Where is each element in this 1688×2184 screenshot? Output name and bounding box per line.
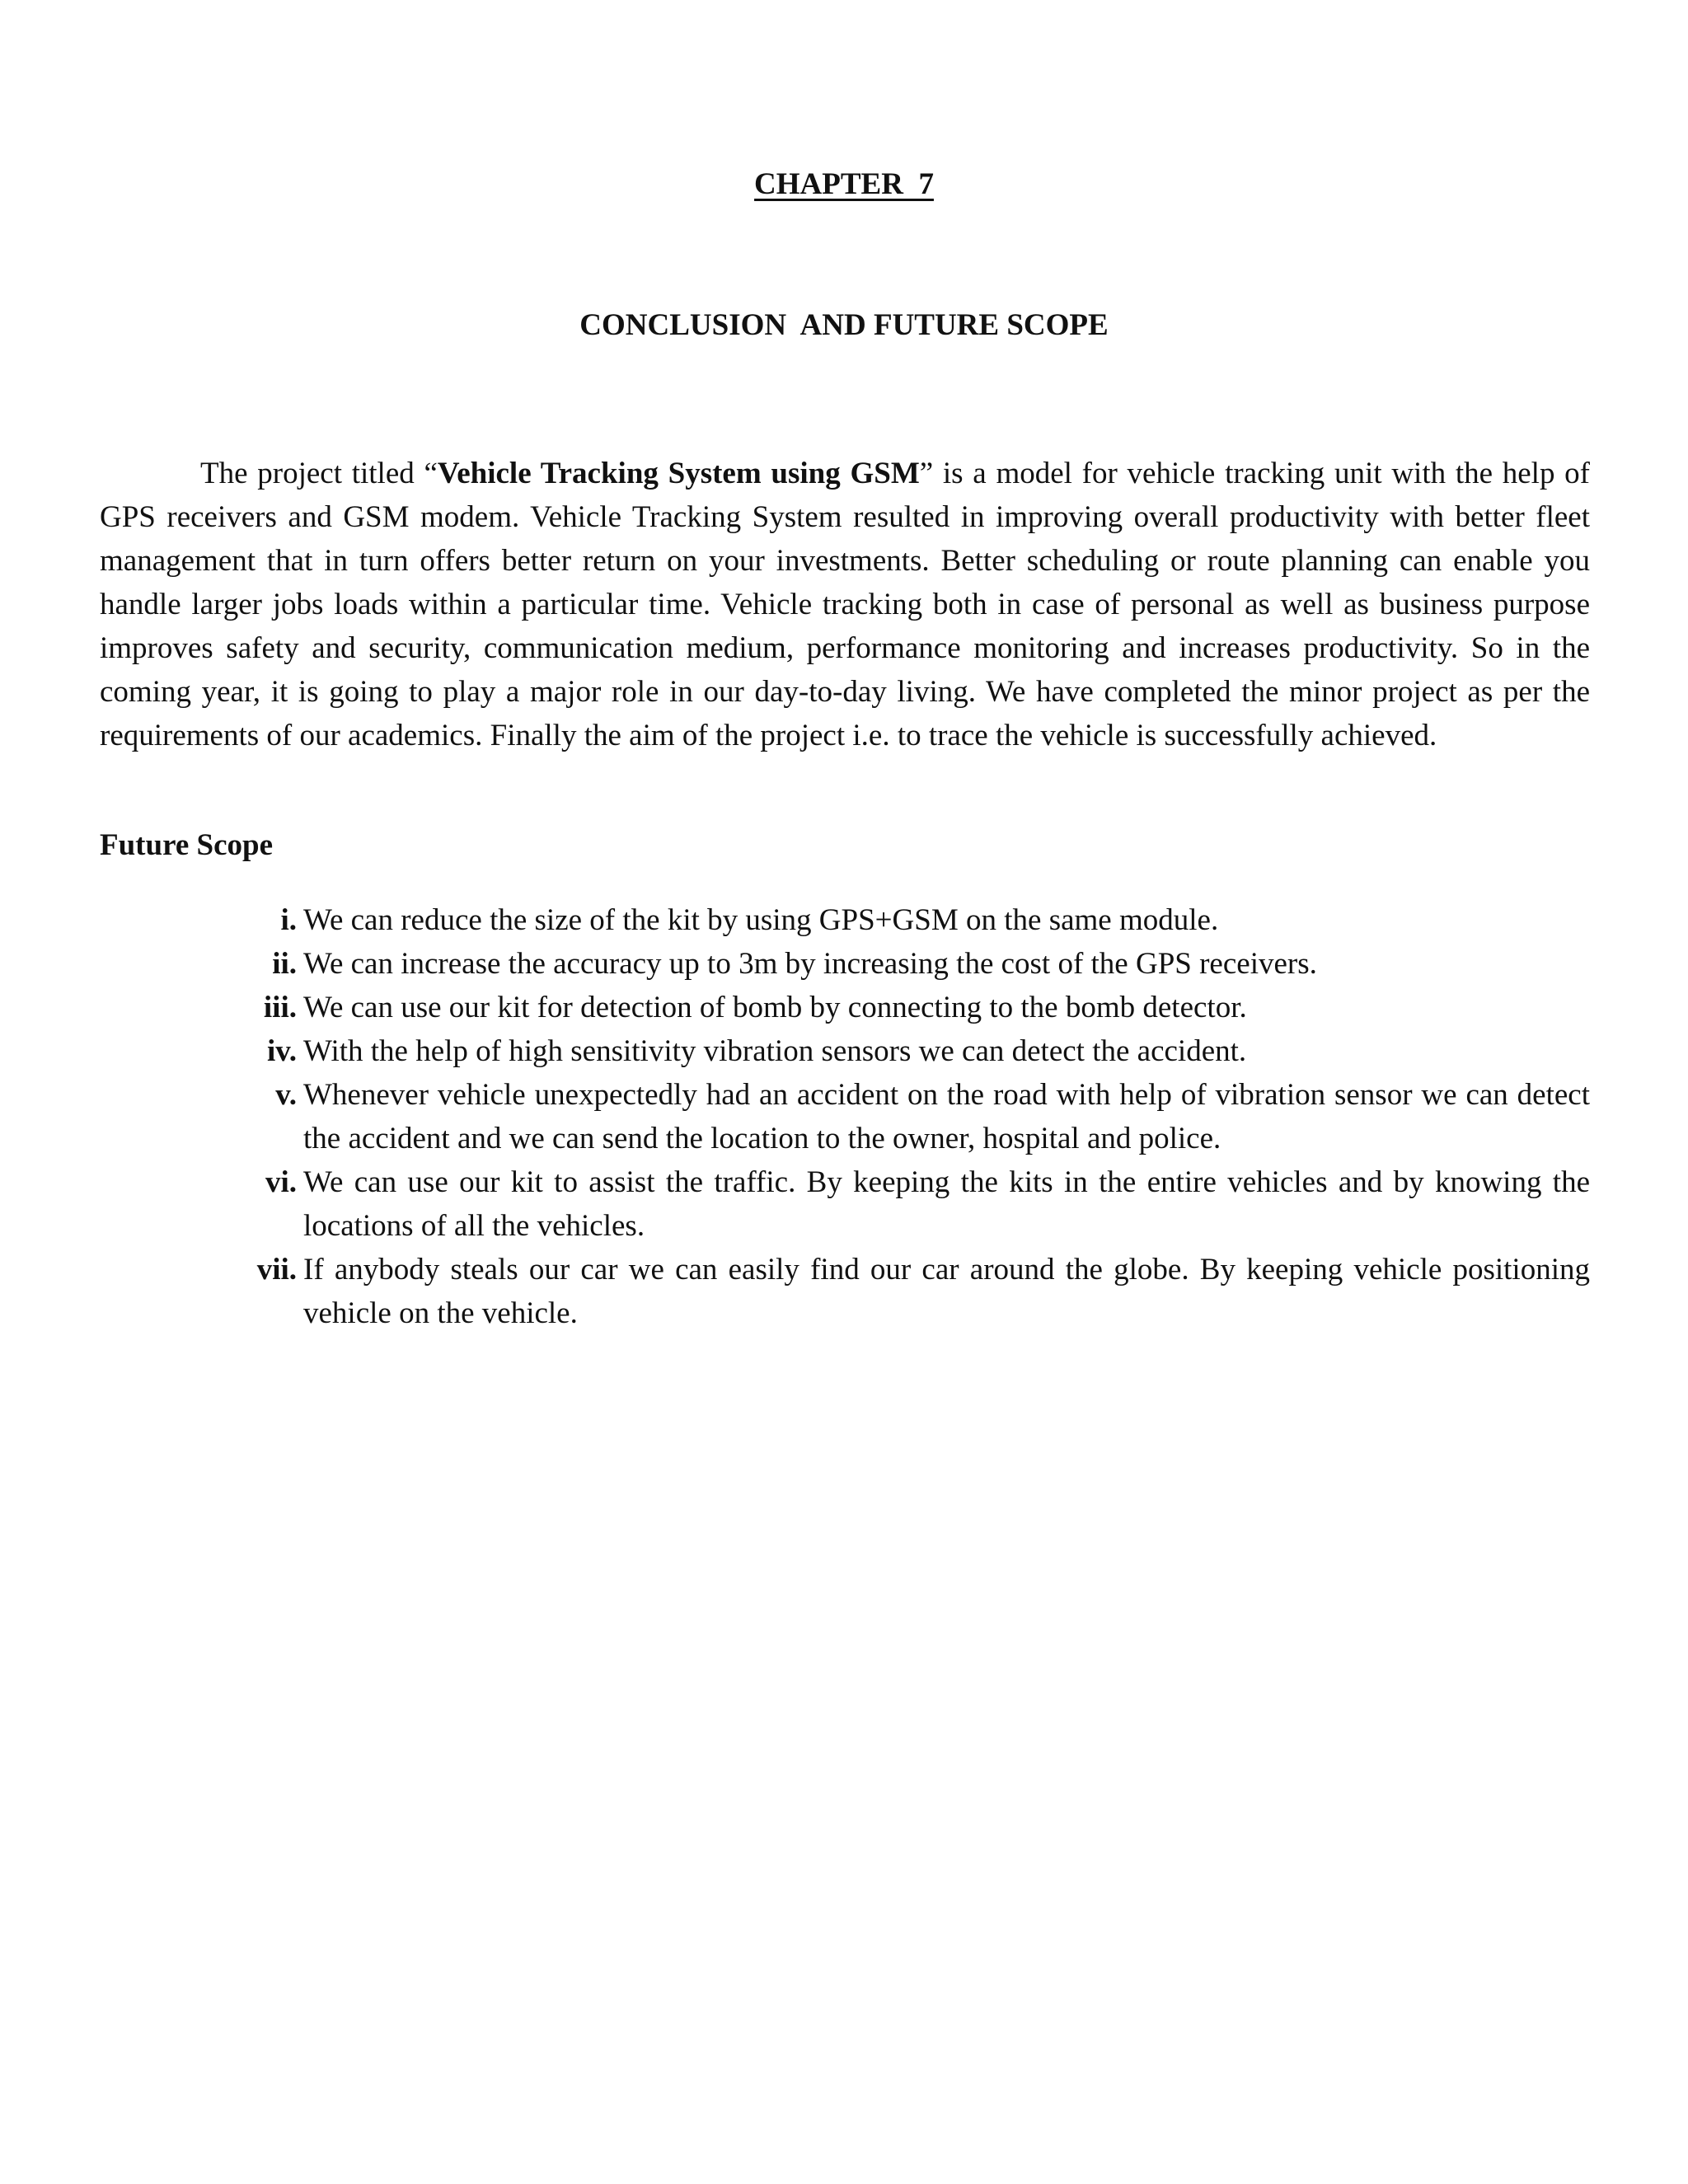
list-item <box>244 1160 1590 1248</box>
conclusion-paragraph <box>100 452 1590 757</box>
list-item-text: With the help of high sensitivity vibration sensors we can detect the accident. <box>303 1034 1247 1068</box>
list-item <box>244 1248 1590 1335</box>
future-scope-heading: Future Scope <box>100 828 274 862</box>
project-name: Vehicle Tracking System using GSM <box>437 457 920 490</box>
list-item-text: If anybody steals our car we can easily find our car around the globe. By keeping vehicle positioning vehicle on the vehicle. <box>303 1253 1590 1330</box>
list-item-number: vii. <box>256 1253 297 1286</box>
list-item <box>244 898 1590 942</box>
list-item-text: Whenever vehicle unexpectedly had an accident on the road with help of vibration sensor we can detect the accident and we can send the location to the owner, hospital and police. <box>303 1078 1590 1155</box>
list-item-number: v. <box>275 1078 297 1112</box>
list-item-number: iii. <box>263 991 297 1024</box>
conclusion-body: ” is a model for vehicle tracking unit with the help of GPS receivers and GSM modem. Vehicle Tracking System resulted in improving overall productivity with better fleet management that in turn offers better return on your investments. Better scheduling or route planning can enable you handle larger jobs loads within a particular time. Vehicle tracking both in case of personal as well as business purpose improves safety and security, communication medium, performance monitoring and increases productivity. So in the coming year, it is going to play a major role in our day-to-day living. We have completed the minor project as per the requirements of our academics. Finally the aim of the project i.e. to trace the vehicle is successfully achieved. <box>100 457 1591 752</box>
conclusion-intro: The project titled “ <box>200 457 438 490</box>
chapter-label: CHAPTER 7 <box>754 167 934 201</box>
future-scope-list <box>244 898 1590 1335</box>
list-item-text: We can reduce the size of the kit by using GPS+GSM on the same module. <box>303 903 1219 937</box>
list-item-text: We can use our kit to assist the traffic. By keeping the kits in the entire vehicles and by knowing the locations of all the vehicles. <box>303 1165 1590 1243</box>
list-item <box>244 942 1590 986</box>
list-item <box>244 1029 1590 1073</box>
list-item <box>244 986 1590 1029</box>
list-item-number: vi. <box>265 1165 297 1199</box>
list-item <box>244 1073 1590 1160</box>
list-item-number: ii. <box>272 947 297 981</box>
list-item-text: We can increase the accuracy up to 3m by increasing the cost of the GPS receivers. <box>303 947 1317 981</box>
list-item-number: iv. <box>267 1034 297 1068</box>
list-item-number: i. <box>280 903 297 937</box>
chapter-title: CONCLUSION AND FUTURE SCOPE <box>579 308 1109 342</box>
list-item-text: We can use our kit for detection of bomb by connecting to the bomb detector. <box>303 991 1247 1024</box>
